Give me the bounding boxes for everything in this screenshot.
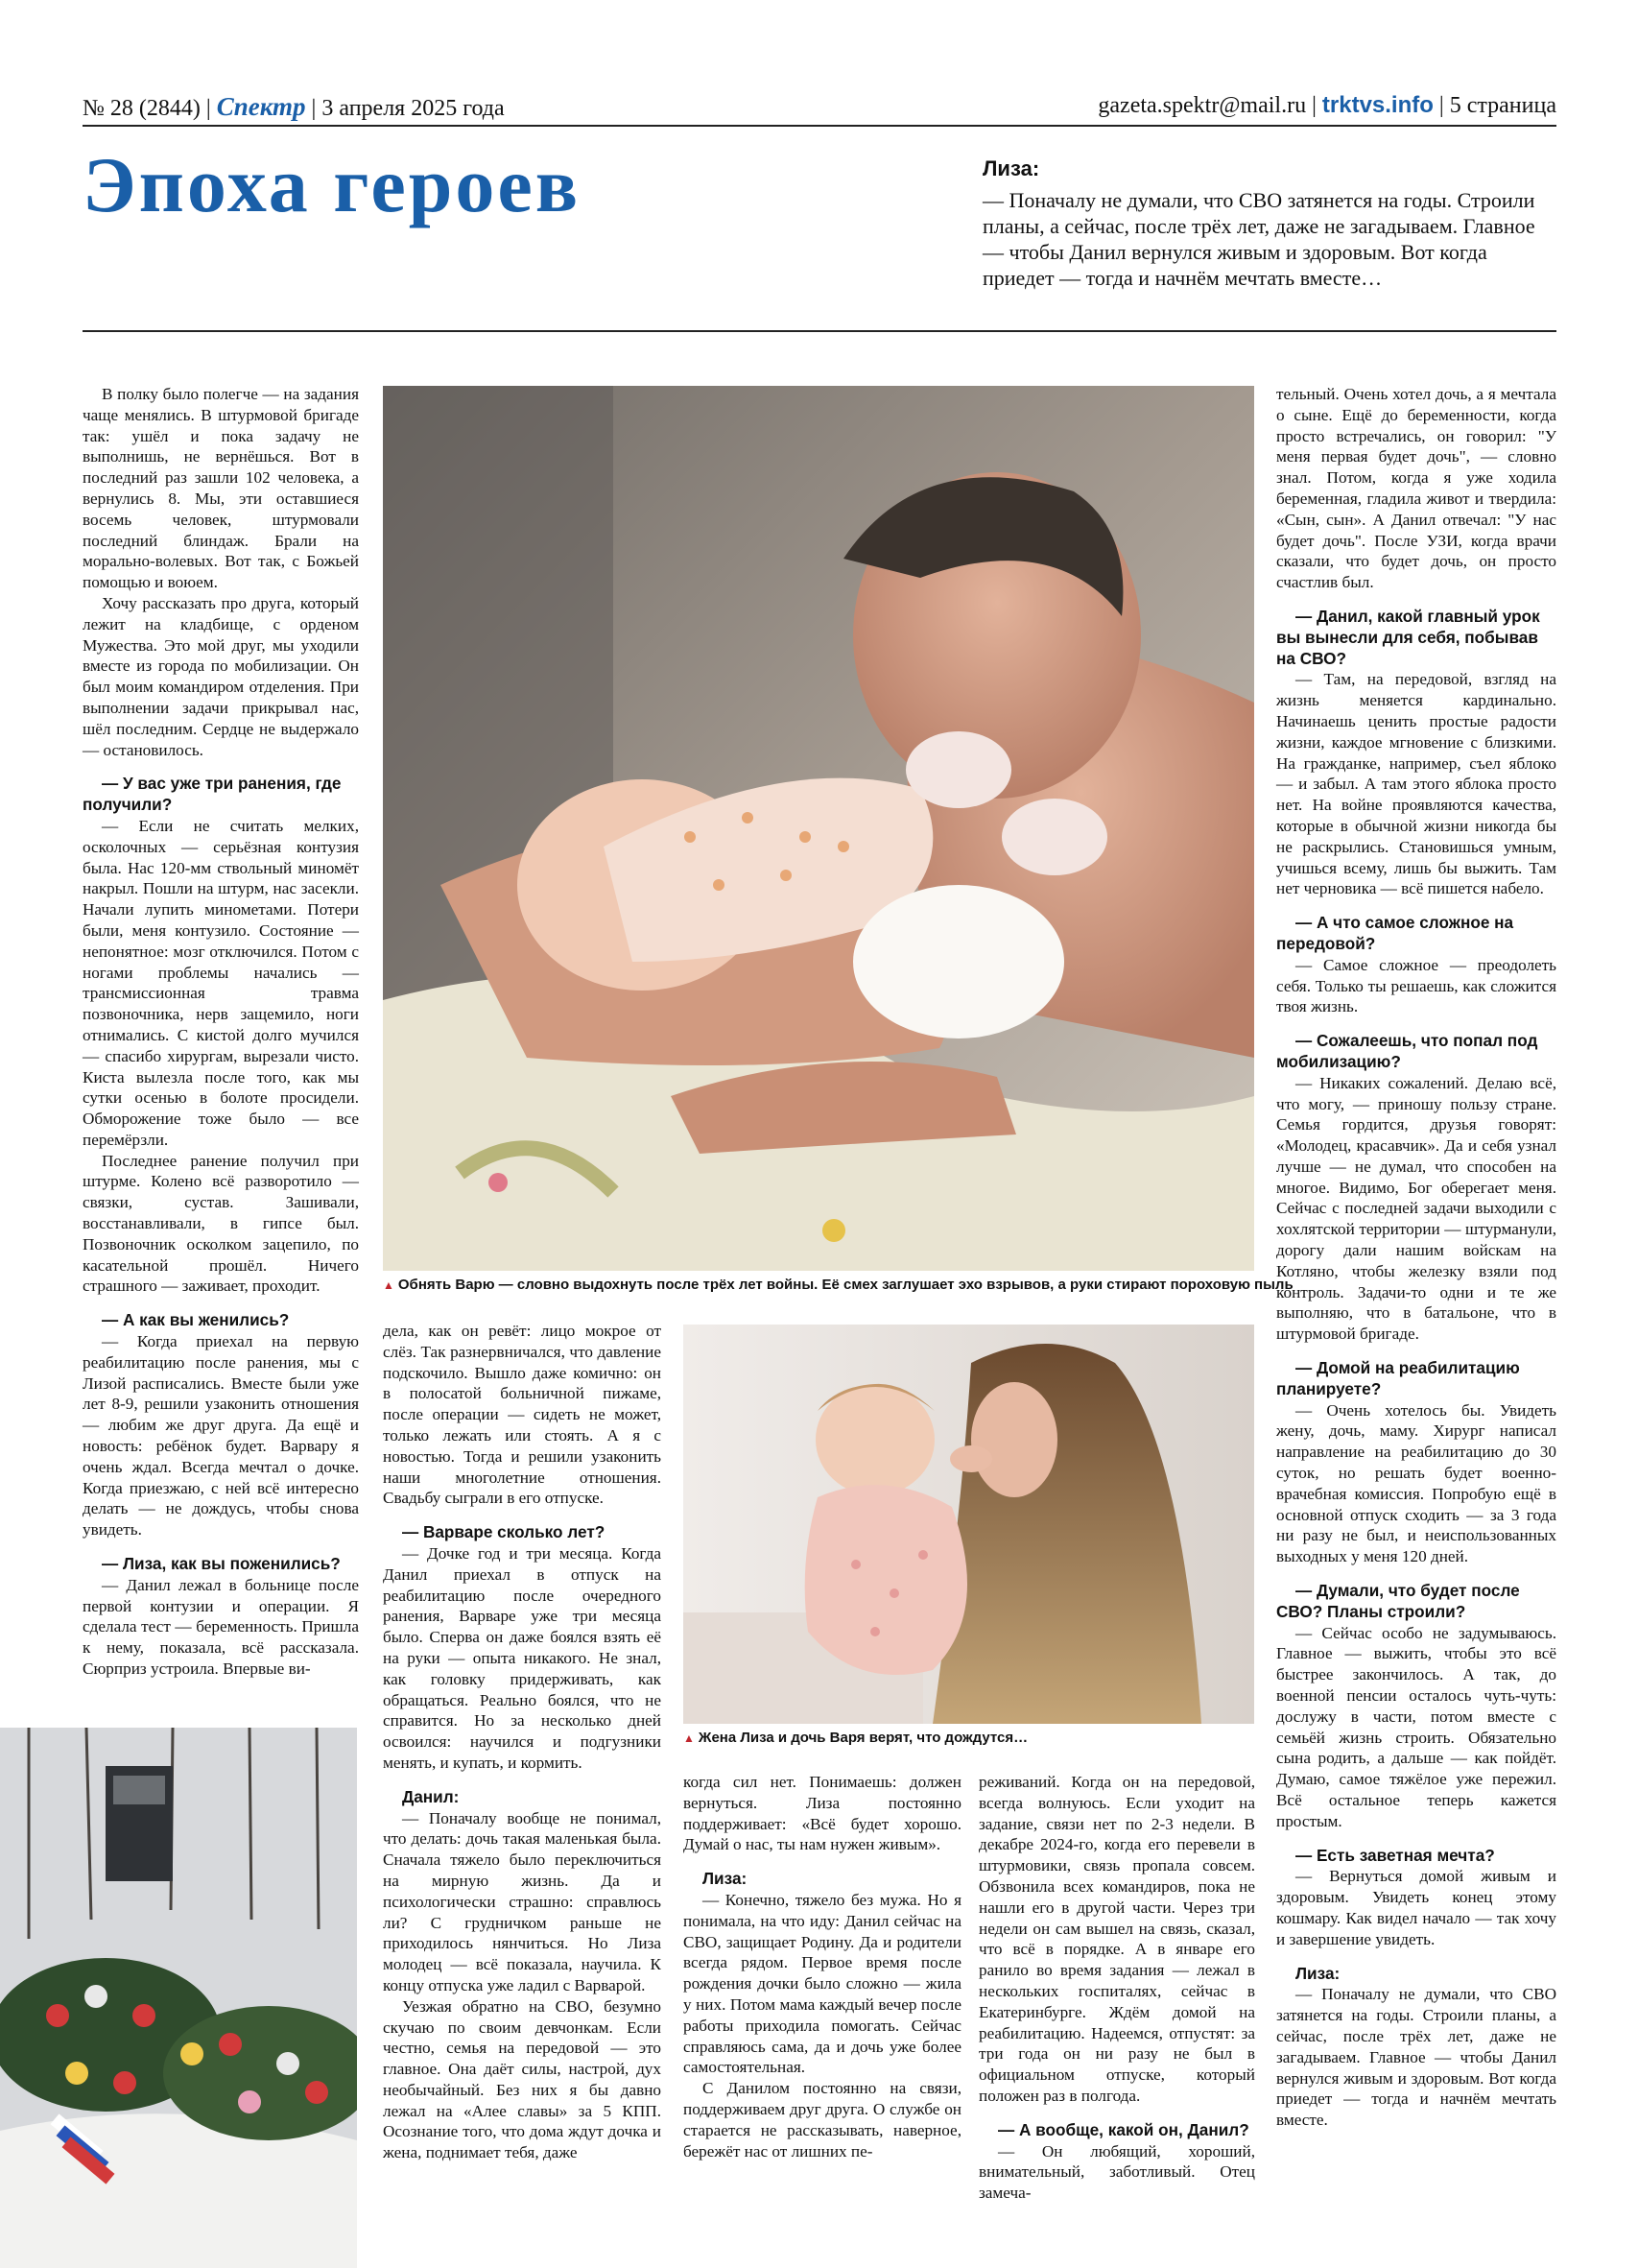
speaker-label: Данил:	[402, 1786, 460, 1806]
article-paragraph: дела, как он ревёт: лицо мокрое от слёз. Так разнервничался, что давление подскочило. Вышло даже комично: он в полосатой больничной пижаме, после операции — сидеть не может, только лежать или стоять. А я с новостью. Тогда и решили узаконить наши многолетние отношения. Свадьбу сыграли в его отпуске.	[383, 1322, 661, 1508]
text-column-1	[83, 384, 359, 1680]
newspaper-logo: Спектр	[216, 92, 306, 121]
photo-father-daughter	[383, 386, 1254, 1271]
article-paragraph: — Вернуться домой живым и здоровым. Увидеть конец этому кошмару. Как видел начало — так хочу и завершение увидеть.	[1276, 1867, 1556, 1948]
interview-question: — А как вы женились?	[102, 1310, 290, 1330]
article-paragraph: Последнее ранение получил при штурме. Колено всё разворотило — связки, сустав. Зашивали, восстанавливали, в гипсе был. Позвоночник осколком зацепило, по касательной прошёл. Ничего страшного — заживает, проходит.	[83, 1151, 359, 1296]
photo-caption-2: ▲ Жена Лиза и дочь Варя верят, что дождутся…	[683, 1730, 1029, 1746]
interview-question: — Думали, что будет после СВО? Планы строили?	[1276, 1581, 1520, 1621]
text-column-5	[1276, 384, 1556, 2131]
interview-question: — Данил, какой главный урок вы вынесли для себя, побывав на СВО?	[1276, 606, 1540, 668]
contact-email[interactable]: gazeta.spektr@mail.ru	[1098, 93, 1307, 118]
text-column-4	[979, 1772, 1255, 2204]
article-paragraph: — Если не считать мелких, осколочных — серьёзная контузия была. Нас 120-мм ствольный миномёт накрыл. Пошли на штурм, нас засекли. Начали лупить минометами. Потери были, меня контузило. Состояние — непонятное: мозг отключился. Потом с ногами проблемы начались — трансмиссионная травма позвоночника, нерв защемило, ноги отнимались. С кистой долго мучился — спасибо хирургам, вырезали чисто. Киста вылезла после того, как мы сутки осенью в болоте просидели. Обморожение тоже было — все перемёрзли.	[83, 816, 359, 1149]
text-column-3	[683, 1772, 961, 2161]
issue-number: № 28 (2844)	[83, 96, 201, 121]
article-paragraph: — Самое сложное — преодолеть себя. Только ты решаешь, как сложится твоя жизнь.	[1276, 955, 1556, 1016]
speaker-label: Лиза:	[1295, 1963, 1341, 1983]
issue-date: 3 апреля 2025 года	[321, 96, 505, 121]
caption-marker-icon: ▲	[683, 1731, 695, 1745]
interview-question: — Лиза, как вы поженились?	[102, 1554, 341, 1574]
interview-question: — А что самое сложное на передовой?	[1276, 913, 1514, 953]
photo-caption-1: ▲ Обнять Варю — словно выдохнуть после трёх лет войны. Её смех заглушает эхо взрывов, а руки стирают пороховую пыль	[383, 1277, 1294, 1293]
article-paragraph: тельный. Очень хотел дочь, а я мечтала о сыне. Ещё до беременности, когда просто встречались, он говорил: "У меня первая будет дочь", — словно знал. Потом, когда я уже ходила беременная, гладила живот и твердила: «Сын, сын». А Данил отвечал: "У нас будет дочь". После УЗИ, когда врачи сказали, что будет дочь, он просто счастлив был.	[1276, 385, 1556, 592]
article-paragraph: реживаний. Когда он на передовой, всегда волнуюсь. Если уходит на задание, связи нет по 2-3 недели. В декабре 2024-го, когда его перевели в штурмовики, связь пропала совсем. Обзвонила всех командиров, пока не нашли его в другой части. Через три недели он сам вышел на связь, сказал, что всё в порядке. А в январе его ранило во время задания — лежал в нескольких госпиталях, сейчас в Екатеринбурге. Ждём домой на реабилитацию. Надеемся, отпустят: за три года он ни разу не был в официальном отпуске, который положен раз в полгода.	[979, 1773, 1255, 2105]
header-left: № 28 (2844) | Спектр | 3 апреля 2025 года	[83, 92, 505, 121]
interview-question: — Есть заветная мечта?	[1295, 1845, 1495, 1865]
article-paragraph: — Дочке год и три месяца. Когда Данил приехал в отпуск на реабилитацию после очередного ранения, Варваре уже три месяца было. Сперва он даже боялся взять её на руки — опыта никакого. Не знал, как головку придерживать, как обращаться. Реально боялся, что не справится. Но за несколько дней освоился: научился и подгузники менять, и купать, и кормить.	[383, 1543, 661, 1772]
page-header	[83, 92, 1556, 125]
header-right: gazeta.spektr@mail.ru | trktvs.info | 5 страница	[1098, 92, 1556, 118]
website-link[interactable]: trktvs.info	[1321, 92, 1434, 118]
article-paragraph: — Поначалу вообще не понимал, что делать: дочь такая маленькая была. Сначала тяжело было переключиться на мирную жизнь. Да и психологически страшно: справлюсь ли? С грудничком раньше не приходилось нянчиться. Но Лиза молодец — всё показала, научила. К концу отпуска уже ладил с Варварой.	[383, 1808, 661, 1994]
article-paragraph: когда сил нет. Понимаешь: должен вернуться. Лиза постоянно поддерживает: «Всё будет хорошо. Думай о нас, ты нам нужен живым».	[683, 1773, 961, 1854]
photo-memorial	[0, 1728, 357, 2268]
article-paragraph: — Он любящий, хороший, внимательный, заботливый. Отец замеча-	[979, 2141, 1255, 2203]
article-paragraph: Уезжая обратно на СВО, безумно скучаю по своим девчонкам. Если честно, семья на передовой — это главное. Она даёт силы, настрой, дух необычайный. Без них я бы давно лежал на «Алее славы» за 5 КПП. Осознание того, что дома ждут дочка и жена, поднимает тебя, даже	[383, 1996, 661, 2162]
article-paragraph: В полку было полегче — на задания чаще менялись. В штурмовой бригаде так: ушёл и пока задачу не выполнишь, не вернёшься. Вот в последний раз зашли 102 человека, а вернулись 8. Мы, эти оставшиеся восемь человек, штурмовали последний блиндаж. Брали на морально-волевых. Вот так, с Божьей помощью и воюем.	[83, 385, 359, 592]
lead-speaker: Лиза:	[983, 156, 1040, 180]
caption-marker-icon: ▲	[383, 1278, 394, 1292]
lead-rule	[83, 330, 1556, 332]
interview-question: — Сожалеешь, что попал под мобилизацию?	[1276, 1031, 1538, 1071]
article-paragraph: — Там, на передовой, взгляд на жизнь меняется кардинально. Начинаешь ценить простые радости жизни, каждое мгновение с близкими. На гражданке, например, съел яблоко — и забыл. А там этого яблока просто нет. На войне проявляются качества, которые в обычной жизни никогда бы не раскрылись. Становишься умным, учишься всему, лишь бы выжить. Там нет черновика — всё пишется набело.	[1276, 670, 1556, 898]
interview-question: — Домой на реабилитацию планируете?	[1276, 1358, 1520, 1398]
article-paragraph: — Данил лежал в больнице после первой контузии и операции. Я сделала тест — беременность. Пришла к нему, показала, всё рассказала. Сюрприз устроила. Впервые ви-	[83, 1575, 359, 1679]
interview-question: — У вас уже три ранения, где получили?	[83, 774, 342, 815]
article-paragraph: — Сейчас особо не задумываюсь. Главное — выжить, чтобы это всё быстрее закончилось. А так, до военной пенсии осталось чуть-чуть: дослужу в части, потом вместе с семьёй жизнь строить. Обязательно сына родить, а дальше — как пойдёт. Думаю, самое тяжёлое уже пережил. Всё остальное теперь кажется простым.	[1276, 1623, 1556, 1830]
header-rule	[83, 125, 1556, 127]
text-column-2	[383, 1321, 661, 2163]
lead-quote	[983, 155, 1558, 291]
lead-text: — Поначалу не думали, что СВО затянется на годы. Строили планы, а сейчас, после трёх лет, даже не загадываем. Главное — чтобы Данил вернулся живым и здоровым. Вот когда приедет — тогда и начнём мечтать вместе…	[983, 188, 1535, 290]
interview-question: — А вообще, какой он, Данил?	[998, 2119, 1249, 2139]
article-paragraph: — Когда приехал на первую реабилитацию после ранения, мы с Лизой расписались. Вместе были уже лет 8-9, решили узаконить отношения — любим же друг друга. Да ещё и новость: ребёнок будет. Варвару я очень ждал. Всегда мечтал о дочке. Когда приезжаю, с ней всё интересно делать — не дождусь, чтобы снова увидеть.	[83, 1332, 359, 1540]
page-title: Эпоха героев	[83, 141, 582, 228]
article-paragraph: — Очень хотелось бы. Увидеть жену, дочь, маму. Хирург написал направление на реабилитацию до 30 суток, но решать будет военно-врачебная комиссия. Попробую ещё в основной отпуск сходить — за 3 года ни разу не был, и неиспользованных выходных у меня 120 дней.	[1276, 1400, 1556, 1566]
page-number: 5 страница	[1449, 93, 1556, 118]
article-paragraph: — Поначалу не думали, что СВО затянется на годы. Строили планы, а сейчас, после трёх лет, даже не загадываем. Главное — чтобы Данил вернулся живым и здоровым. Вот когда приедет — тогда и начнём мечтать вместе.	[1276, 1985, 1556, 2130]
article-paragraph: — Никаких сожалений. Делаю всё, что могу, — приношу пользу стране. Семья гордится, друзья говорят: «Молодец, красавчик». Да и себя узнал лучше — не думал, что способен на многое. Видимо, Бог оберегает меня. Сейчас с последней задачи выходили с хохлятской территории — штурманули, дорогу дали нашим войскам на Котляно, чтобы железку взяли под контроль. Задачи-то одни и те же выполняю, что в батальоне, что в штурмовой бригаде.	[1276, 1073, 1556, 1344]
article-paragraph: — Конечно, тяжело без мужа. Но я понимала, на что иду: Данил сейчас на СВО, защищает Родину. Да и родители всегда рядом. Первое время после рождения дочки было сложно — жила у них. Потом мама каждый вечер после работы приходила помогать. Сейчас справляюсь сама, да и дочь уже более самостоятельная.	[683, 1890, 961, 2077]
article-paragraph: С Данилом постоянно на связи, поддерживаем друг друга. О службе он старается не рассказывать, наверное, бережёт нас от лишних пе-	[683, 2079, 961, 2161]
interview-question: — Варваре сколько лет?	[402, 1522, 605, 1542]
photo-mother-daughter	[683, 1325, 1254, 1724]
article-paragraph: Хочу рассказать про друга, который лежит на кладбище, с орденом Мужества. Это мой друг, мы уходили вместе из города по мобилизации. Он был моим командиром отделения. При выполнении задачи прикрывал нас, шёл последним. Сердце не выдержало — остановилось.	[83, 593, 359, 759]
speaker-label: Лиза:	[702, 1869, 748, 1889]
